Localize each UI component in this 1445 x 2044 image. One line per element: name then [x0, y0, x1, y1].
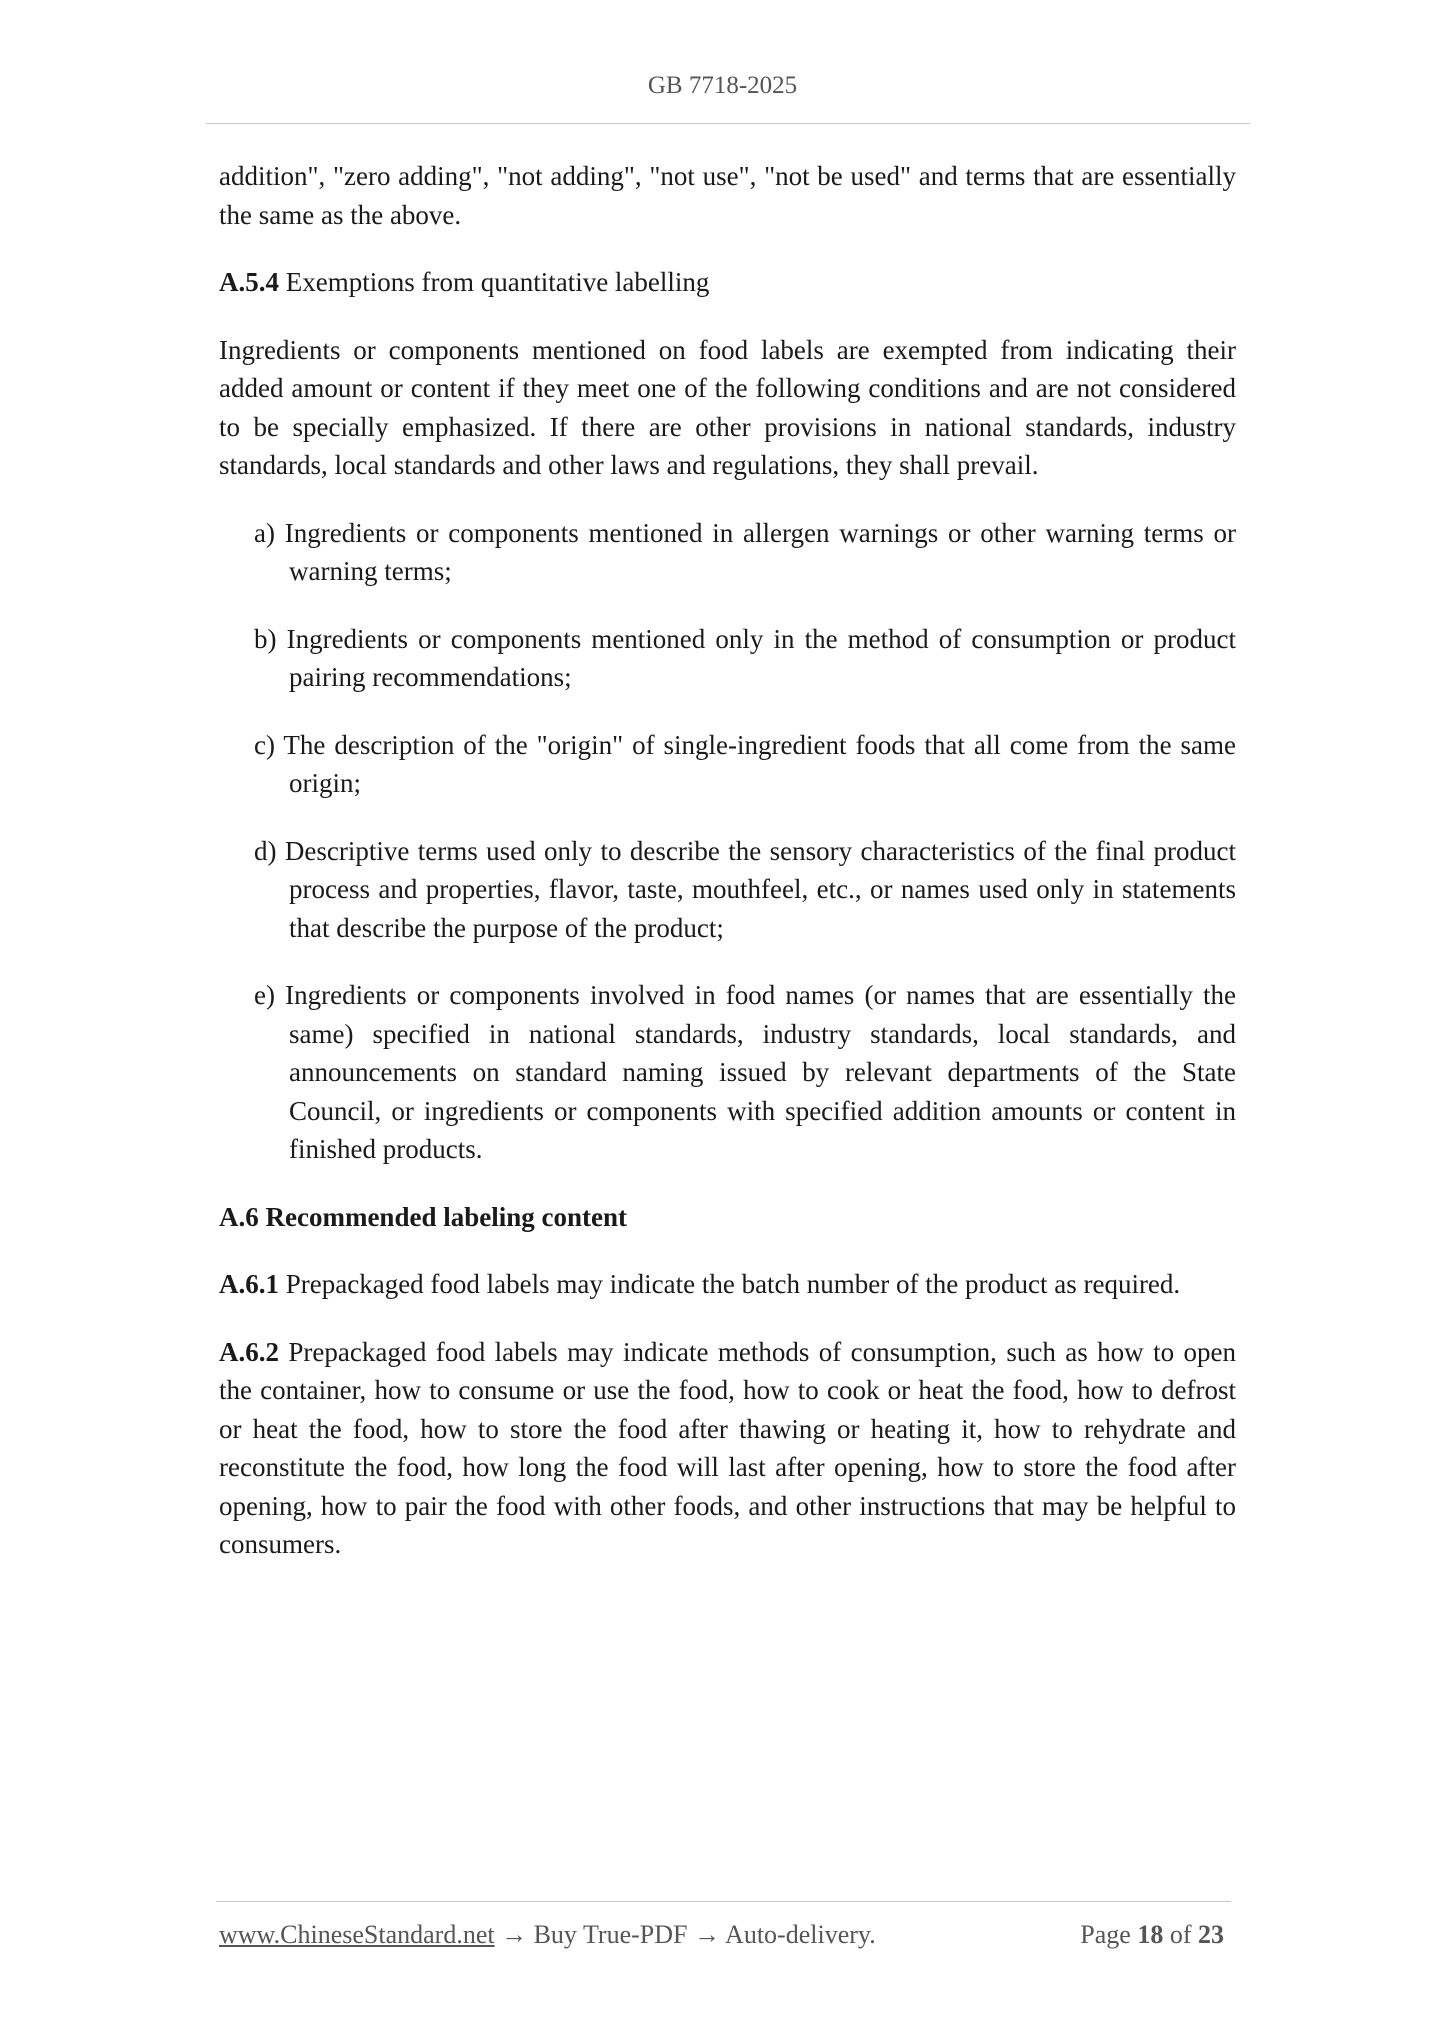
section-a61-number: A.6.1 — [219, 1269, 279, 1299]
page-word: Page — [1080, 1920, 1138, 1949]
list-item-c: c) The description of the "origin" of single-ingredient foods that all come from the same origin; — [254, 729, 1236, 798]
section-a61-text: Prepackaged food labels may indicate the batch number of the product as required. — [279, 1269, 1181, 1299]
section-a54-title: Exemptions from quantitative labelling — [279, 267, 710, 297]
website-link[interactable]: www.ChineseStandard.net — [219, 1920, 495, 1949]
section-a61-paragraph — [219, 1265, 1236, 1304]
section-a62-paragraph — [219, 1333, 1236, 1564]
list-item-b: b) Ingredients or components mentioned only in the method of consumption or product pairing recommendations; — [254, 623, 1236, 692]
section-a62-number: A.6.2 — [219, 1336, 279, 1367]
section-a54-heading — [219, 263, 1236, 302]
section-a62-text: Prepackaged food labels may indicate methods of consumption, such as how to open the container, how to consume or use the food, how to cook or heat the food, how to defrost or heat the food, how to store the food after thawing or heating it, how to rehydrate and reconstitute the food, how long the food will last after opening, how to store the food after opening, how to pair the food with other foods, and other instructions that may be helpful to consumers. — [219, 1336, 1236, 1559]
document-body — [219, 157, 1236, 1593]
current-page: 18 — [1137, 1920, 1164, 1949]
footer-promo — [219, 1920, 876, 1950]
list-item-d: d) Descriptive terms used only to describe the sensory characteristics of the final product process and properties, flavor, taste, mouthfeel, etc., or names used only in statements that describe the purpose of the product; — [254, 835, 1236, 943]
footer-divider — [216, 1901, 1231, 1902]
list-item-a: a) Ingredients or components mentioned in allergen warnings or other warning terms or warning terms; — [254, 517, 1236, 586]
of-word: of — [1163, 1920, 1198, 1949]
header-divider — [206, 123, 1250, 124]
page-header: GB 7718-2025 — [647, 72, 798, 99]
section-a54-body: Ingredients or components mentioned on food labels are exempted from indicating their added amount or content if they meet one of the following conditions and are not considered to be specially emphasized. If there are other provisions in national standards, industry standards, local standards and other laws and regulations, they shall prevail. — [219, 334, 1236, 480]
list-item-e: e) Ingredients or components involved in food names (or names that are essentially the same) specified in national standards, industry standards, local standards, and announcements on standard naming issued by relevant departments of the State Council, or ingredients or components with specified addition amounts or content in finished products. — [254, 980, 1236, 1164]
footer-tagline: → Buy True-PDF → Auto-delivery. — [494, 1920, 876, 1949]
total-pages: 23 — [1198, 1920, 1224, 1949]
intro-continuation: addition", "zero adding", "not adding", "not use", "not be used" and terms that are essentially the same as the above. — [219, 161, 1236, 230]
section-a54-number: A.5.4 — [219, 267, 279, 297]
page-number — [1080, 1920, 1224, 1950]
section-a6-heading: A.6 Recommended labeling content — [219, 1201, 627, 1232]
